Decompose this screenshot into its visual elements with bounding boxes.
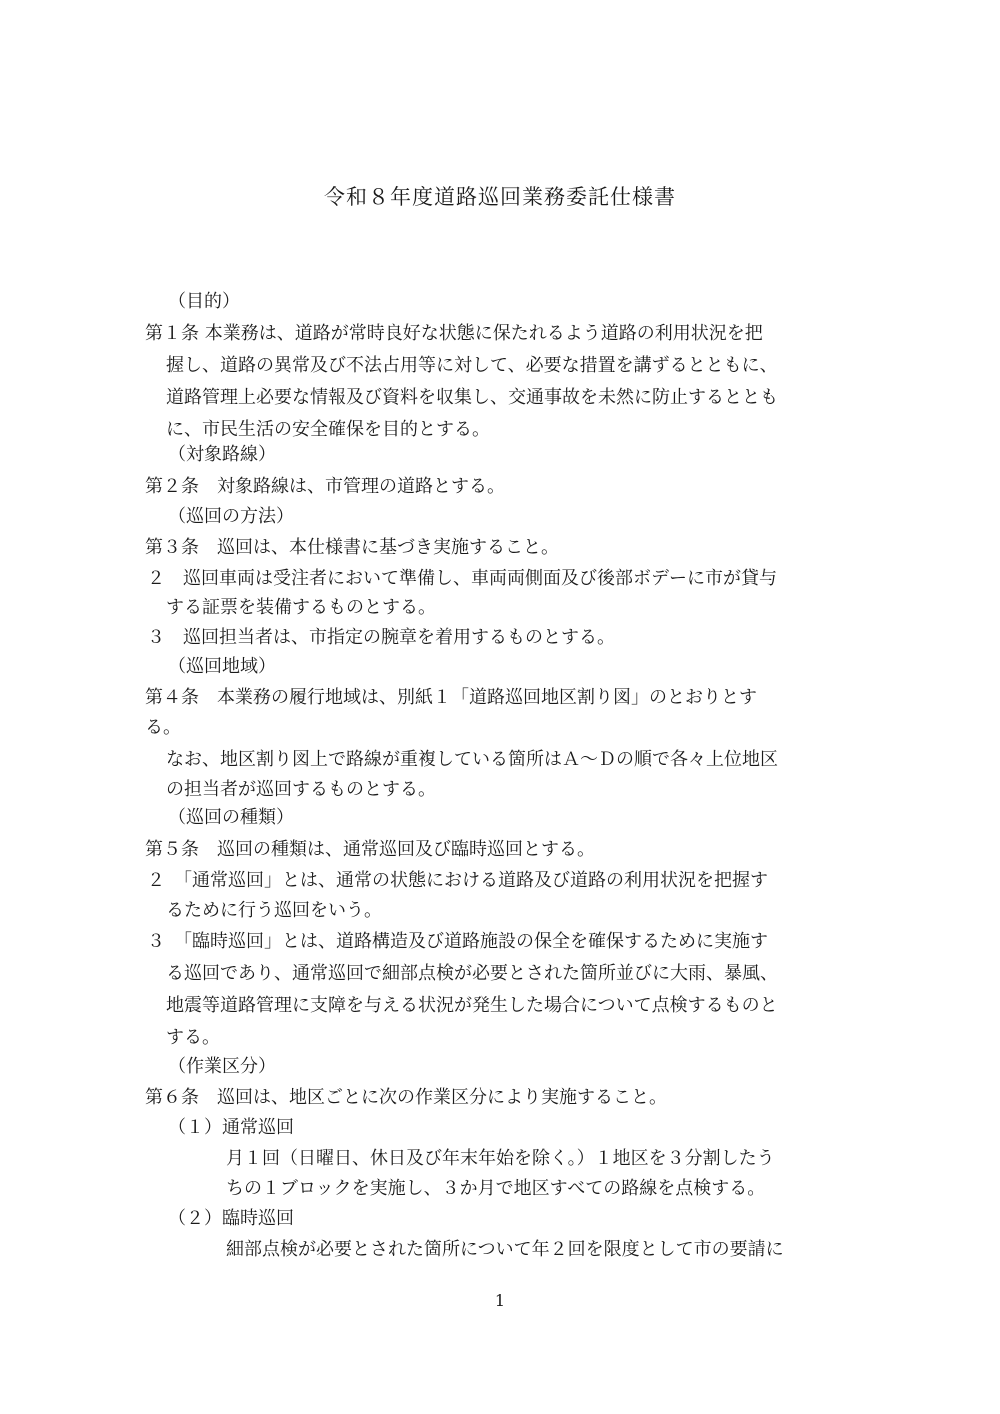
- item-1-line: ちの１ブロックを実施し、３か月で地区すべての路線を点検する。: [226, 1178, 766, 1199]
- article-6-line: 第６条 巡回は、地区ごとに次の作業区分により実施すること。: [145, 1087, 667, 1108]
- heading-patrol-types: （巡回の種類）: [168, 807, 294, 828]
- heading-target-routes: （対象路線）: [168, 444, 276, 465]
- article-1-line: 握し、道路の異常及び不法占用等に対して、必要な措置を講ずるとともに、: [166, 355, 778, 376]
- article-5-line: ２ 「通常巡回」とは、通常の状態における道路及び道路の利用状況を把握す: [147, 870, 768, 891]
- article-5-line: るために行う巡回をいう。: [166, 900, 382, 921]
- article-3-line: ３ 巡回担当者は、市指定の腕章を着用するものとする。: [147, 627, 615, 648]
- article-1-line: 道路管理上必要な情報及び資料を収集し、交通事故を未然に防止するととも: [166, 387, 778, 408]
- document-title: 令和８年度道路巡回業務委託仕様書: [324, 185, 676, 209]
- article-4-line: 第４条 本業務の履行地域は、別紙１「道路巡回地区割り図」のとおりとす: [145, 687, 757, 708]
- item-2-line: 細部点検が必要とされた箇所について年２回を限度として市の要請に: [226, 1239, 784, 1260]
- heading-work-division: （作業区分）: [168, 1056, 276, 1077]
- article-4-line: なお、地区割り図上で路線が重複している箇所はＡ～Ｄの順で各々上位地区: [166, 749, 778, 770]
- heading-patrol-method: （巡回の方法）: [168, 506, 294, 527]
- article-3-line: する証票を装備するものとする。: [166, 597, 436, 618]
- heading-patrol-area: （巡回地域）: [168, 656, 276, 677]
- article-2-line: 第２条 対象路線は、市管理の道路とする。: [145, 476, 505, 497]
- heading-purpose: （目的）: [168, 291, 240, 312]
- article-4-line: の担当者が巡回するものとする。: [166, 779, 436, 800]
- article-5-line: 第５条 巡回の種類は、通常巡回及び臨時巡回とする。: [145, 839, 595, 860]
- article-3-line: 第３条 巡回は、本仕様書に基づき実施すること。: [145, 537, 559, 558]
- article-5-line: ３ 「臨時巡回」とは、道路構造及び道路施設の保全を確保するために実施す: [147, 931, 768, 952]
- article-5-line: 地震等道路管理に支障を与える状況が発生した場合について点検するものと: [166, 995, 778, 1016]
- article-5-line: る巡回であり、通常巡回で細部点検が必要とされた箇所並びに大雨、暴風、: [166, 963, 778, 984]
- article-1-line: に、市民生活の安全確保を目的とする。: [166, 419, 490, 440]
- article-4-line: る。: [145, 717, 181, 738]
- article-5-line: する。: [166, 1027, 220, 1048]
- item-2-heading: （２）臨時巡回: [168, 1208, 294, 1229]
- article-3-line: ２ 巡回車両は受注者において準備し、車両両側面及び後部ボデーに市が貸与: [147, 568, 777, 589]
- page-number: 1: [494, 1291, 506, 1310]
- article-1-line: 第１条 本業務は、道路が常時良好な状態に保たれるよう道路の利用状況を把: [145, 323, 763, 344]
- item-1-heading: （１）通常巡回: [168, 1117, 294, 1138]
- item-1-line: 月１回（日曜日、休日及び年末年始を除く。）１地区を３分割したう: [226, 1148, 775, 1169]
